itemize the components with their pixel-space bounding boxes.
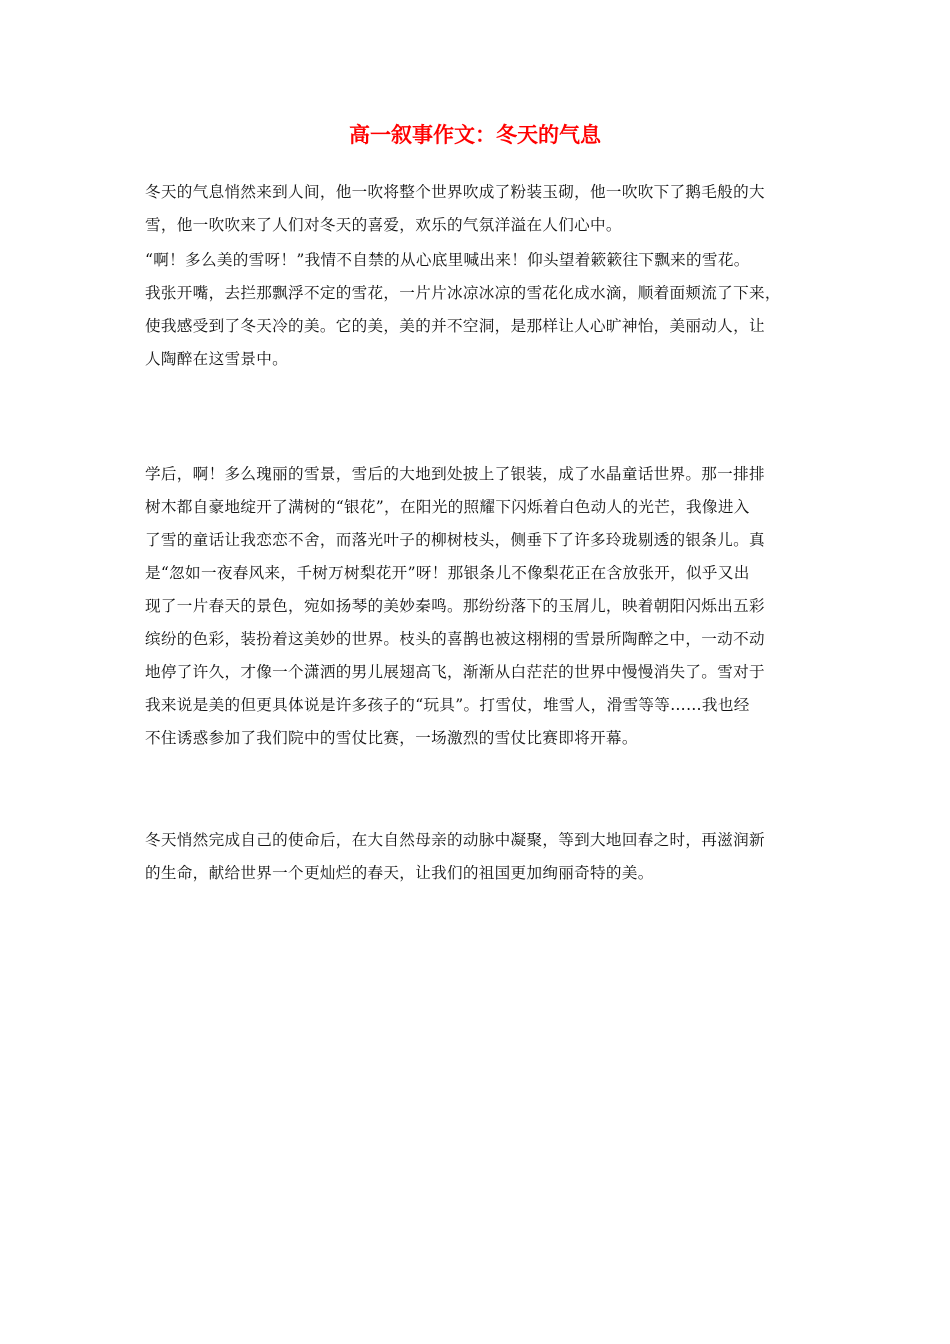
text-line: 地停了许久，才像一个潇洒的男儿展翅高飞，渐渐从白茫茫的世界中慢慢消失了。雪对于 xyxy=(145,663,765,681)
text-line: 我来说是美的但更具体说是许多孩子的“玩具”。打雪仗，堆雪人，滑雪等等……我也经 xyxy=(145,696,750,714)
document-title: 高一叙事作文：冬天的气息 xyxy=(349,123,601,147)
text-line: 是“忽如一夜春风来，千树万树梨花开”呀！那银条儿不像梨花正在含放张开，似乎又出 xyxy=(145,564,750,582)
text-line: 现了一片春天的景色，宛如扬琴的美妙秦鸣。那纷纷落下的玉屑儿，映着朝阳闪烁出五彩 xyxy=(145,597,765,615)
text-line: 人陶醉在这雪景中。 xyxy=(145,350,289,368)
text-line: 雪，他一吹吹来了人们对冬天的喜爱，欢乐的气氛洋溢在人们心中。 xyxy=(145,216,622,234)
text-line: 冬天悄然完成自己的使命后，在大自然母亲的动脉中凝聚，等到大地回春之时，再滋润新 xyxy=(145,831,765,849)
text-line: 了雪的童话让我恋恋不舍，而落光叶子的柳树枝头，侧垂下了许多玲珑剔透的银条儿。真 xyxy=(145,531,765,549)
paragraph-3 xyxy=(145,458,810,755)
text-line: 缤纷的色彩，装扮着这美妙的世界。枝头的喜鹊也被这栩栩的雪景所陶醉之中，一动不动 xyxy=(145,630,765,648)
text-line: 不住诱惑参加了我们院中的雪仗比赛，一场激烈的雪仗比赛即将开幕。 xyxy=(145,729,638,747)
text-line: 树木都自豪地绽开了满树的“银花”，在阳光的照耀下闪烁着白色动人的光芒，我像进入 xyxy=(145,498,750,516)
text-line: 学后，啊！多么瑰丽的雪景，雪后的大地到处披上了银装，成了水晶童话世界。那一排排 xyxy=(145,465,765,483)
paragraph-4 xyxy=(145,824,810,890)
paragraph-2 xyxy=(145,244,810,376)
text-line: 冬天的气息悄然来到人间，他一吹将整个世界吹成了粉装玉砌，他一吹吹下了鹅毛般的大 xyxy=(145,183,765,201)
text-line: “啊！多么美的雪呀！”我情不自禁的从心底里喊出来！仰头望着簌簌往下飘来的雪花。 xyxy=(145,251,750,269)
text-line: 的生命，献给世界一个更灿烂的春天，让我们的祖国更加绚丽奇特的美。 xyxy=(145,864,654,882)
text-line: 使我感受到了冬天冷的美。它的美，美的并不空洞，是那样让人心旷神怡，美丽动人，让 xyxy=(145,317,765,335)
text-line: 我张开嘴，去拦那飘浮不定的雪花，一片片冰凉冰凉的雪花化成水滴，顺着面颊流了下来， xyxy=(145,284,781,302)
paragraph-1 xyxy=(145,176,810,242)
